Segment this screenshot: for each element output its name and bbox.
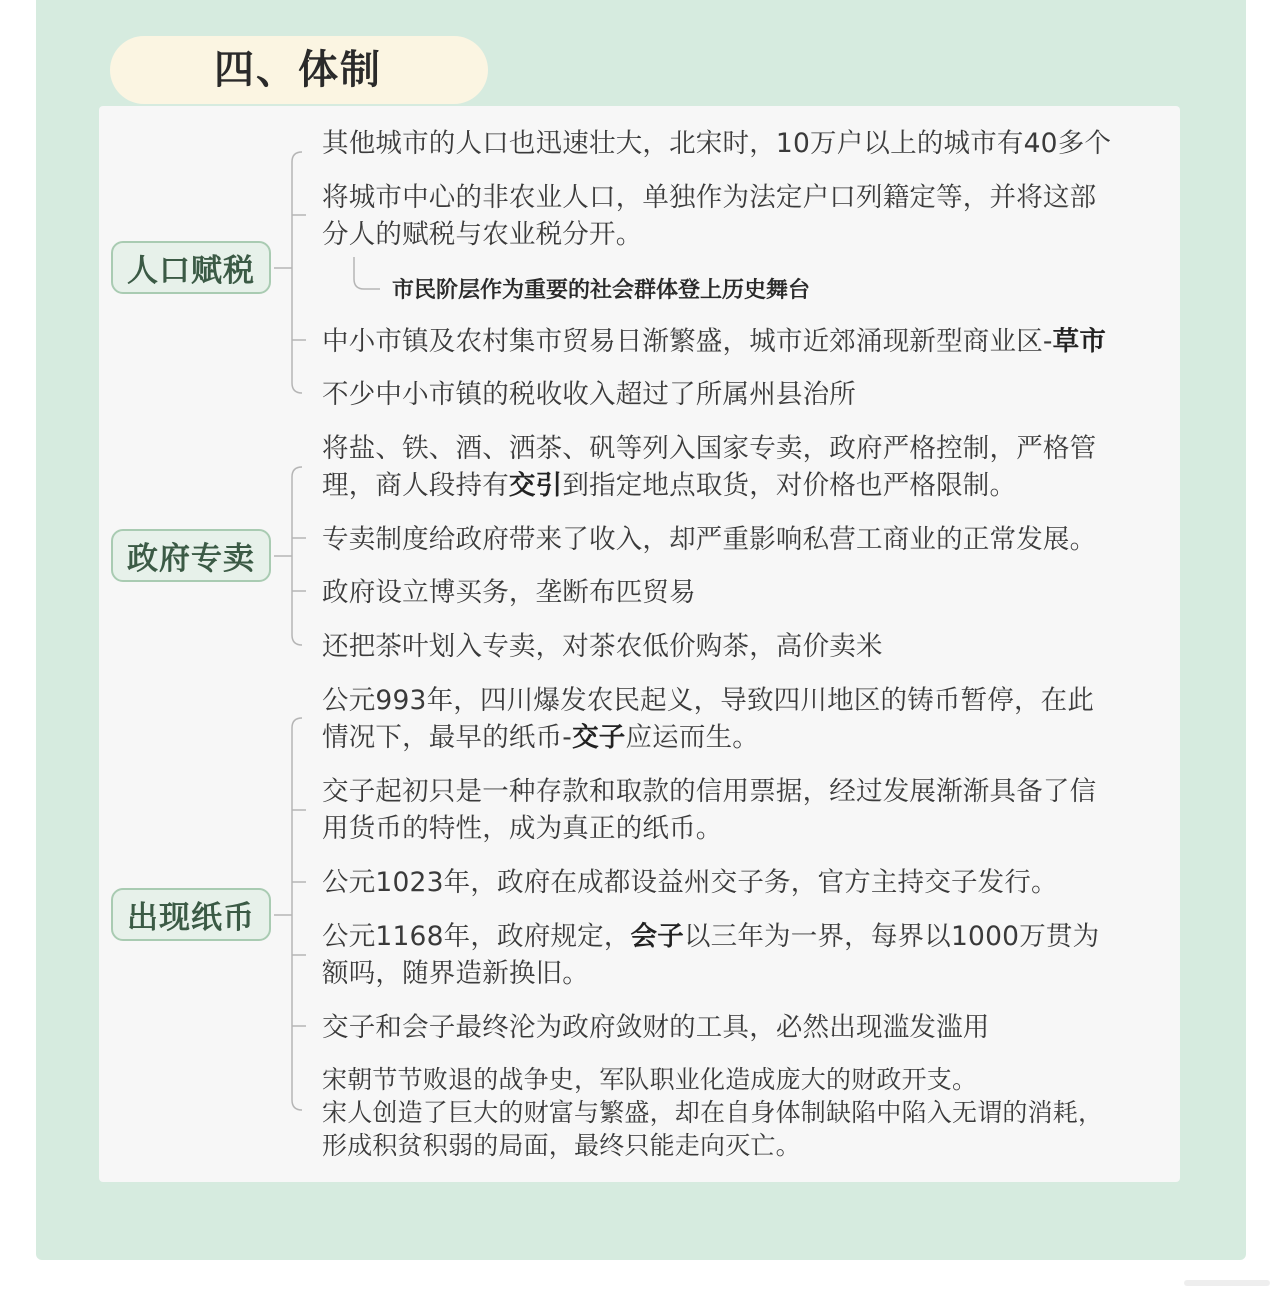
item-non-agri-population-line2: 分人的赋税与农业税分开。 [322, 219, 643, 250]
item-huizi-line2: 额吗，随界造新换旧。 [322, 958, 589, 989]
keyword-jiaozi: 交子 [572, 722, 626, 753]
branch-line-1 [292, 152, 302, 393]
category-population-tax: 人口赋税 [111, 241, 271, 294]
item-city-population: 其他城市的人口也迅速壮大，北宋时，10万户以上的城市有40多个 [322, 128, 1112, 159]
item-town-tax: 不少中小市镇的税收收入超过了所属州县治所 [322, 379, 856, 410]
item-jiaozi-origin-line2: 情况下，最早的纸币-交子应运而生。 [322, 722, 759, 753]
item-conclusion-line1: 宋朝节节败退的战争史，军队职业化造成庞大的财政开支。 [322, 1065, 978, 1094]
item-monopoly-effect: 专卖制度给政府带来了收入，却严重影响私营工商业的正常发展。 [322, 524, 1097, 555]
page-title: 四、体制 [214, 47, 382, 93]
item-overissue: 交子和会子最终沦为政府敛财的工具，必然出现滥发滥用 [322, 1012, 990, 1043]
item-market-towns: 中小市镇及农村集市贸易日渐繁盛，城市近郊涌现新型商业区-草市 [322, 326, 1107, 357]
watermark-mark [1184, 1278, 1270, 1288]
item-non-agri-population-line1: 将城市中心的非农业人口，单独作为法定户口列籍定等，并将这部 [322, 182, 1097, 213]
item-monopoly-line2: 理，商人段持有交引到指定地点取货，对价格也严格限制。 [322, 470, 1017, 501]
category-government-monopoly: 政府专卖 [111, 529, 271, 582]
item-huizi-line1: 公元1168年，政府规定，会子以三年为一界，每界以1000万贯为 [322, 921, 1100, 952]
item-conclusion-line3: 形成积贫积弱的局面，最终只能走向灭亡。 [322, 1131, 801, 1160]
item-jiaozi-credit-line1: 交子起初只是一种存款和取款的信用票据，经过发展渐渐具备了信 [322, 776, 1097, 807]
item-conclusion-line2: 宋人创造了巨大的财富与繁盛，却在自身体制缺陷中陷入无谓的消耗， [322, 1098, 1104, 1127]
branch-line-2 [292, 467, 302, 645]
sub-connector [354, 257, 380, 289]
item-jiaozi-office: 公元1023年，政府在成都设益州交子务，官方主持交子发行。 [322, 867, 1058, 898]
category-paper-money: 出现纸币 [111, 888, 271, 941]
keyword-jiaoyin: 交引 [508, 470, 563, 501]
keyword-caoshi: 草市 [1052, 326, 1107, 357]
item-tea-monopoly: 还把茶叶划入专卖，对茶农低价购茶，高价卖米 [322, 631, 883, 662]
item-jiaozi-origin-line1: 公元993年，四川爆发农民起义，导致四川地区的铸币暂停，在此 [322, 685, 1095, 716]
item-monopoly-line1: 将盐、铁、酒、洒茶、矾等列入国家专卖，政府严格控制，严格管 [322, 433, 1097, 464]
item-bomaiwu: 政府设立博买务，垄断布匹贸易 [322, 577, 696, 608]
item-jiaozi-credit-line2: 用货币的特性，成为真正的纸币。 [322, 813, 723, 844]
subitem-citizen-class: 市民阶层作为重要的社会群体登上历史舞台 [392, 278, 811, 303]
keyword-huizi: 会子 [630, 921, 684, 952]
branch-line-3 [292, 718, 302, 1110]
